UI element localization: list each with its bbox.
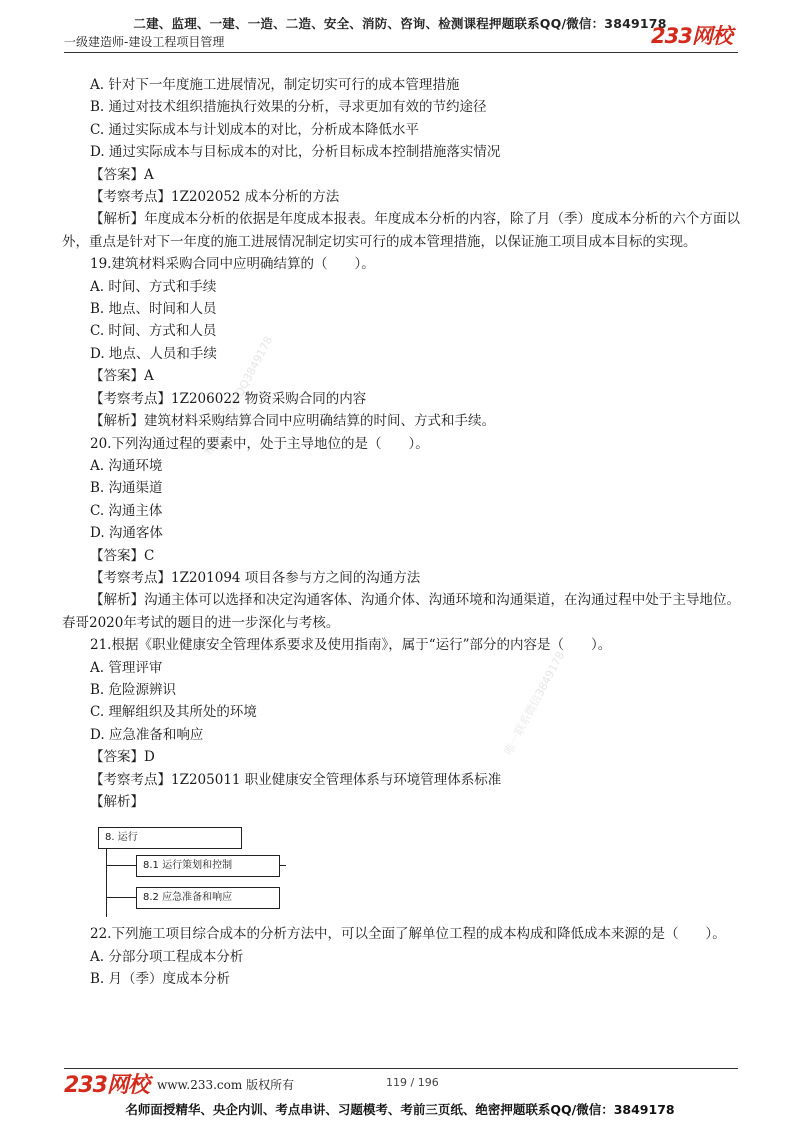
text-line: B. 月（季）度成本分析 [90, 971, 231, 988]
document-body [62, 74, 740, 991]
text-line: A. 沟通环境 [90, 457, 163, 474]
text-line: 【考察考点】1Z205011 职业健康安全管理体系与环境管理体系标准 [90, 771, 502, 788]
text-line: 【解析】 [90, 794, 144, 810]
footer-logo[interactable]: 233网校 [64, 1073, 149, 1098]
text-line: 【考察考点】1Z201094 项目各参与方之间的沟通方法 [90, 569, 421, 586]
diagram-connector [106, 865, 136, 866]
header-rule [64, 52, 738, 53]
text-line: 【答案】A [90, 166, 154, 183]
text-line: D. 地点、人员和手续 [90, 345, 217, 362]
diagram-box-planning-control: 8.1 运行策划和控制 [136, 855, 280, 877]
text-line: 【考察考点】1Z202052 成本分析的方法 [90, 189, 340, 206]
diagram-box-emergency: 8.2 应急准备和响应 [136, 887, 280, 909]
diagram-connector [106, 897, 136, 898]
watermark-2: 唯一联系微信3849178 [501, 649, 568, 758]
watermark-1: 精准押题联系QQ3849178 [201, 334, 276, 458]
text-line: C. 理解组织及其所处的环境 [90, 704, 257, 721]
text-line: A. 管理评审 [90, 659, 163, 676]
text-line: B. 沟通渠道 [90, 480, 163, 497]
text-line: B. 地点、时间和人员 [90, 301, 217, 318]
header-logo[interactable]: 233网校 [651, 24, 732, 48]
text-line: 【答案】A [90, 368, 154, 385]
diagram-connector [106, 849, 107, 917]
text-line: 21.根据《职业健康安全管理体系要求及使用指南》，属于“运行”部分的内容是（ ）。 [90, 637, 612, 654]
ohs-operation-diagram [62, 817, 740, 923]
footer-bottom-line: 名师面授精华、央企内训、考点串讲、习题模考、考前三页纸、绝密押题联系QQ/微信：3849178 [125, 1102, 675, 1117]
text-line: C. 沟通主体 [90, 502, 163, 519]
text-line: 【解析】沟通主体可以选择和决定沟通客体、沟通介体、沟通环境和沟通渠道，在沟通过程中处于主导地位。春哥2020年考试的题目的进一步深化与考核。 [62, 592, 740, 631]
text-line: B. 通过对技术组织措施执行效果的分析，寻求更加有效的节约途径 [90, 99, 487, 116]
text-line: 【考察考点】1Z206022 物资采购合同的内容 [90, 390, 367, 407]
header-top-line: 二建、监理、一建、一造、二造、安全、消防、咨询、检测课程押题联系QQ/微信：3849178 [133, 16, 667, 31]
text-line: 【答案】D [90, 749, 155, 766]
footer-rule [64, 1068, 738, 1069]
diagram-connector [280, 865, 286, 866]
text-line: 20.下列沟通过程的要素中，处于主导地位的是（ ）。 [90, 435, 429, 452]
footer-site[interactable]: www.233.com 版权所有 [157, 1078, 295, 1092]
text-line: 【解析】建筑材料采购结算合同中应明确结算的时间、方式和手续。 [90, 413, 495, 430]
text-line: 22.下列施工项目综合成本的分析方法中，可以全面了解单位工程的成本构成和降低成本来源的是（ ）。 [90, 926, 726, 943]
text-block-before-diagram [62, 74, 740, 813]
diagram-box-operation: 8. 运行 [98, 827, 242, 849]
text-block-after-diagram [62, 923, 740, 990]
text-line: A. 时间、方式和手续 [90, 278, 217, 295]
text-line: A. 分部分项工程成本分析 [90, 948, 244, 965]
text-line: D. 应急准备和响应 [90, 726, 204, 743]
page-number: 119 / 196 [386, 1076, 439, 1089]
text-line: 19.建筑材料采购合同中应明确结算的（ ）。 [90, 256, 375, 273]
text-line: C. 时间、方式和人员 [90, 323, 217, 340]
text-line: 【解析】年度成本分析的依据是年度成本报表。年度成本分析的内容，除了月（季）度成本分析的六个方面以外，重点是针对下一年度的施工进展情况制定切实可行的成本管理措施，以保证施工项目成本目标的实现。 [62, 211, 740, 250]
text-line: D. 通过实际成本与目标成本的对比，分析目标成本控制措施落实情况 [90, 144, 501, 161]
text-line: C. 通过实际成本与计划成本的对比，分析成本降低水平 [90, 121, 419, 138]
text-line: A. 针对下一年度施工进展情况，制定切实可行的成本管理措施 [90, 77, 460, 93]
text-line: B. 危险源辨识 [90, 681, 177, 698]
text-line: D. 沟通客体 [90, 525, 163, 542]
text-line: 【答案】C [90, 547, 155, 564]
header-subtitle: 一级建造师-建设工程项目管理 [64, 35, 225, 49]
